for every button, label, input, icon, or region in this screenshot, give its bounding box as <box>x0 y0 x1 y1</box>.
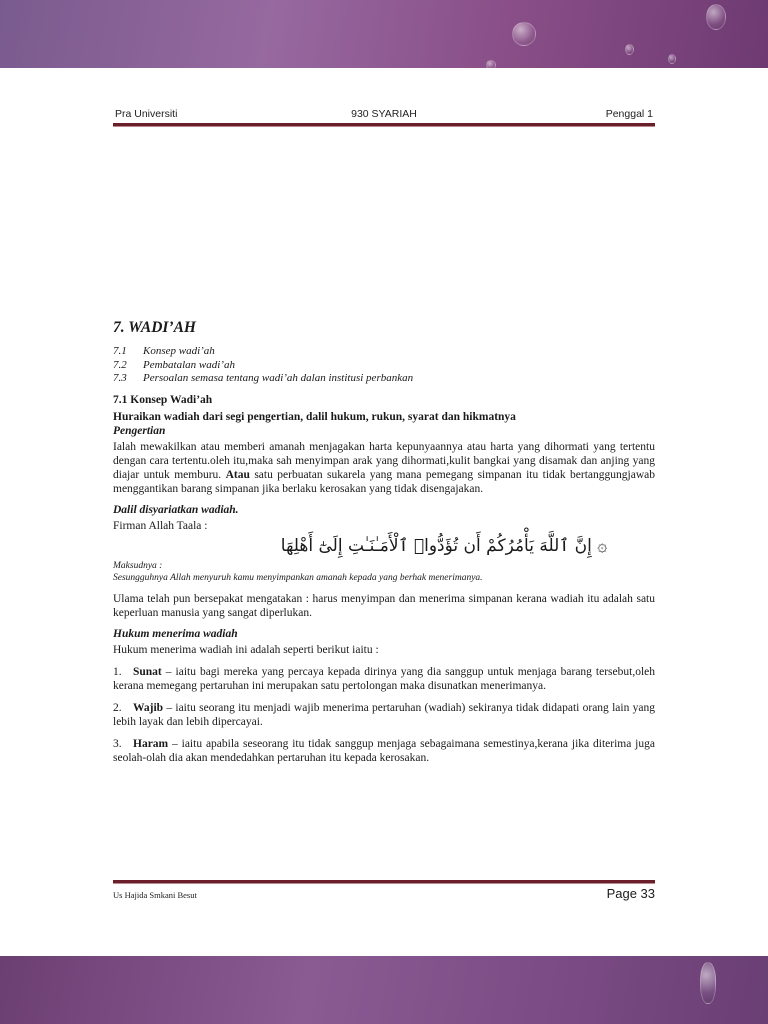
page-footer <box>113 886 655 906</box>
top-decorative-band <box>0 0 768 68</box>
footer-rule <box>113 880 655 884</box>
question-heading: Huraikan wadiah dari segi pengertian, dalil hukum, rukun, syarat dan hikmatnya <box>113 410 516 423</box>
quran-verse: ۞ إِنَّ ٱللَّهَ يَأْمُرُكُمْ أَن تُؤَدُّوا۟ ٱلْأَمَـٰنَـٰتِ إِلَىٰٓ أَهْلِهَا <box>280 535 608 556</box>
water-drop-decoration <box>625 44 634 55</box>
main-content <box>113 319 655 765</box>
footer-author: Us Hajida Smkani Besut <box>113 890 197 900</box>
chapter-toc <box>113 345 655 386</box>
ulama-paragraph: Ulama telah pun bersepakat mengatakan : harus menyimpan dan menerima simpanan kerana wadiah itu adalah satu keperluan manusia yang sangat diperlukan. <box>113 592 655 619</box>
maksudnya-label: Maksudnya : <box>113 560 163 571</box>
dalil-heading: Dalil disyariatkan wadiah. <box>113 503 239 516</box>
header-center: 930 SYARIAH <box>351 108 417 120</box>
section-heading: 7.1 Konsep Wadi’ah <box>113 393 213 406</box>
chapter-title: 7. WADI’AH <box>113 319 196 336</box>
list-item: 1. Sunat – iaitu bagi mereka yang percaya kepada dirinya yang dia sanggup untuk menjaga barang tersebut,oleh kerana memegang pertaruhan ini merupakan satu pertolongan maka disunatkan menerimanya. <box>113 665 655 692</box>
maksudnya-text: Sesungguhnya Allah menyuruh kamu menyimpankan amanah kepada yang berhak menerimanya. <box>113 572 483 583</box>
water-drop-decoration <box>512 22 536 46</box>
pengertian-heading: Pengertian <box>113 424 166 437</box>
hukum-heading: Hukum menerima wadiah <box>113 627 238 640</box>
firman-label: Firman Allah Taala : <box>113 519 208 532</box>
page-number: Page 33 <box>606 886 655 901</box>
header-rule <box>113 123 655 127</box>
toc-item: 7.1 Konsep wadi’ah <box>113 345 215 357</box>
water-drop-decoration <box>486 60 496 68</box>
hukum-intro: Hukum menerima wadiah ini adalah seperti berikut iaitu : <box>113 643 379 656</box>
running-header <box>113 108 655 124</box>
water-drop-decoration <box>706 4 726 30</box>
pengertian-paragraph: Ialah mewakilkan atau memberi amanah menjagakan harta kepunyaannya atau harta yang dihormati yang tertentu dengan cara tertentu.oleh itu,maka sah menyimpan arak yang dihormati,kulit bangkai yang disamak dan anjing yang diajar untuk memburu. Atau satu perbuatan sukarela yang mana pemegang simpanan itu tidak bertanggungjawab menggantikan barang simpanan jika berlaku kerosakan yang tidak disengajakan. <box>113 440 655 495</box>
header-right: Penggal 1 <box>605 108 653 120</box>
water-drop-decoration <box>668 54 676 64</box>
water-drop-decoration <box>700 962 716 1004</box>
toc-item: 7.3 Persoalan semasa tentang wadi’ah dalan institusi perbankan <box>113 372 414 384</box>
document-page <box>113 68 655 956</box>
list-item: 3. Haram – iaitu apabila seseorang itu tidak sanggup menjaga sebagaimana semestinya,kerana jika diterima juga seolah-olah dia akan mendedahkan pertaruhan itu kepada kerosakan. <box>113 737 655 764</box>
list-item: 2. Wajib – iaitu seorang itu menjadi wajib menerima pertaruhan (wadiah) sekiranya tidak didapati orang lain yang lebih layak dan lebih dipercayai. <box>113 701 655 728</box>
header-left: Pra Universiti <box>115 108 178 120</box>
bottom-decorative-band <box>0 956 768 1024</box>
toc-item: 7.2 Pembatalan wadi’ah <box>113 358 235 371</box>
